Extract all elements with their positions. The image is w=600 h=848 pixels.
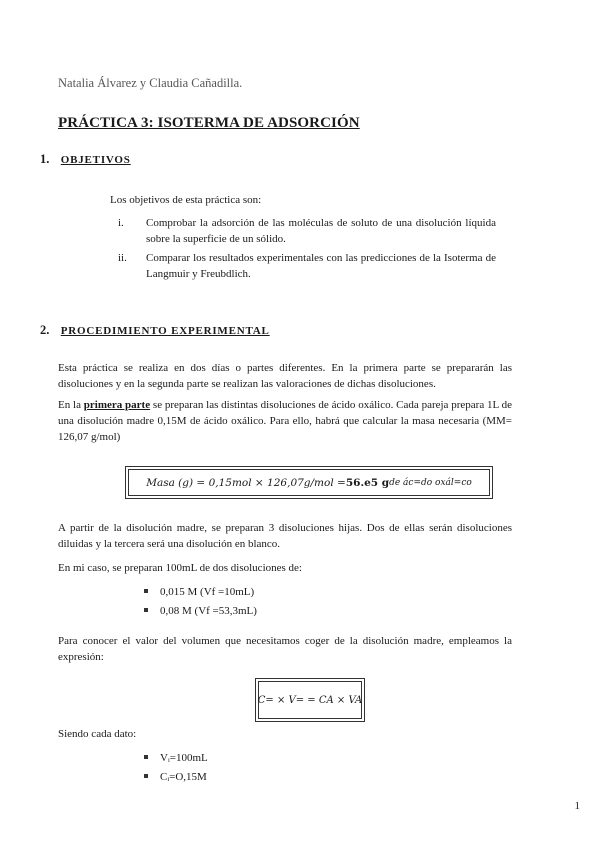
bullet-icon <box>144 608 148 612</box>
equation-text: de ác=do oxál=co <box>389 477 472 488</box>
list-item <box>144 603 257 619</box>
objective-number: i. <box>118 217 124 229</box>
paragraph-primera-parte <box>58 397 512 445</box>
authors-line: Natalia Álvarez y Claudia Cañadilla. <box>58 76 243 90</box>
paragraph-text: se preparan las distintas disoluciones de ácido oxálico. Cada pareja prepara 1L de una disolución madre 0,15M de ácido oxálico. Para ello, habrá que calcular la masa necesaria (MM= 126,07 g/mol) <box>58 399 513 443</box>
page-number: 1 <box>574 800 580 812</box>
list-item-text: 0,015 M (Vf =10mL) <box>160 586 255 598</box>
section-label: OBJETIVOS <box>60 154 131 166</box>
paragraph-en-mi-caso: En mi caso, se preparan 100mL de dos disoluciones de: <box>58 562 302 574</box>
bullet-icon <box>144 589 148 593</box>
list-item-text: Vᵢ=100mL <box>160 752 208 764</box>
equation-result: 56.e5 g <box>345 476 390 489</box>
paragraph-text: En la <box>58 399 84 411</box>
objectives-intro: Los objetivos de esta práctica son: <box>110 194 262 206</box>
paragraph-siendo: Siendo cada dato: <box>58 728 137 740</box>
section-number: 1. <box>40 152 50 166</box>
paragraph-intro: Esta práctica se realiza en dos días o partes diferentes. En la primera parte se prepararán las disoluciones y en la segunda parte se realizan las valoraciones de dichas disoluciones. <box>58 362 512 390</box>
bullet-icon <box>144 755 148 759</box>
section-label: PROCEDIMIENTO EXPERIMENTAL <box>60 325 270 337</box>
list-item <box>144 750 208 766</box>
objective-item <box>118 250 498 282</box>
objective-item <box>118 215 498 247</box>
equation-mass <box>128 469 490 496</box>
emphasis-primera-parte: primera parte <box>83 399 151 411</box>
page-title: PRÁCTICA 3: ISOTERMA DE ADSORCIÓN <box>58 115 360 131</box>
paragraph-disoluciones-hijas: A partir de la disolución madre, se preparan 3 disoluciones hijas. Dos de ellas serán disoluciones diluidas y la tercera será una disolución en blanco. <box>58 522 512 550</box>
equation-text: Masa (g) = 0,15mol × 126,07g/mol = <box>146 476 346 489</box>
equation-box-dilution <box>255 678 365 722</box>
equation-box-mass <box>125 466 493 499</box>
objective-number: ii. <box>118 252 127 264</box>
objective-text: Comparar los resultados experimentales con las predicciones de la Isoterma de Langmuir y Freubdlich. <box>146 252 496 280</box>
objective-text: Comprobar la adsorción de las moléculas de soluto de una disolución líquida sobre la superficie de un sólido. <box>146 217 496 245</box>
equation-dilution: C= × V= = CA × VA <box>258 681 362 719</box>
list-item <box>144 769 207 785</box>
paragraph-expresion: Para conocer el valor del volumen que necesitamos coger de la disolución madre, empleamos la expresión: <box>58 635 512 663</box>
bullet-icon <box>144 774 148 778</box>
section-heading-procedimiento <box>40 323 270 338</box>
list-item-text: 0,08 M (Vf =53,3mL) <box>160 605 257 617</box>
list-item-text: Cᵢ=O,15M <box>160 771 207 783</box>
section-number: 2. <box>40 323 50 337</box>
list-item <box>144 584 254 600</box>
section-heading-objetivos <box>40 152 131 167</box>
